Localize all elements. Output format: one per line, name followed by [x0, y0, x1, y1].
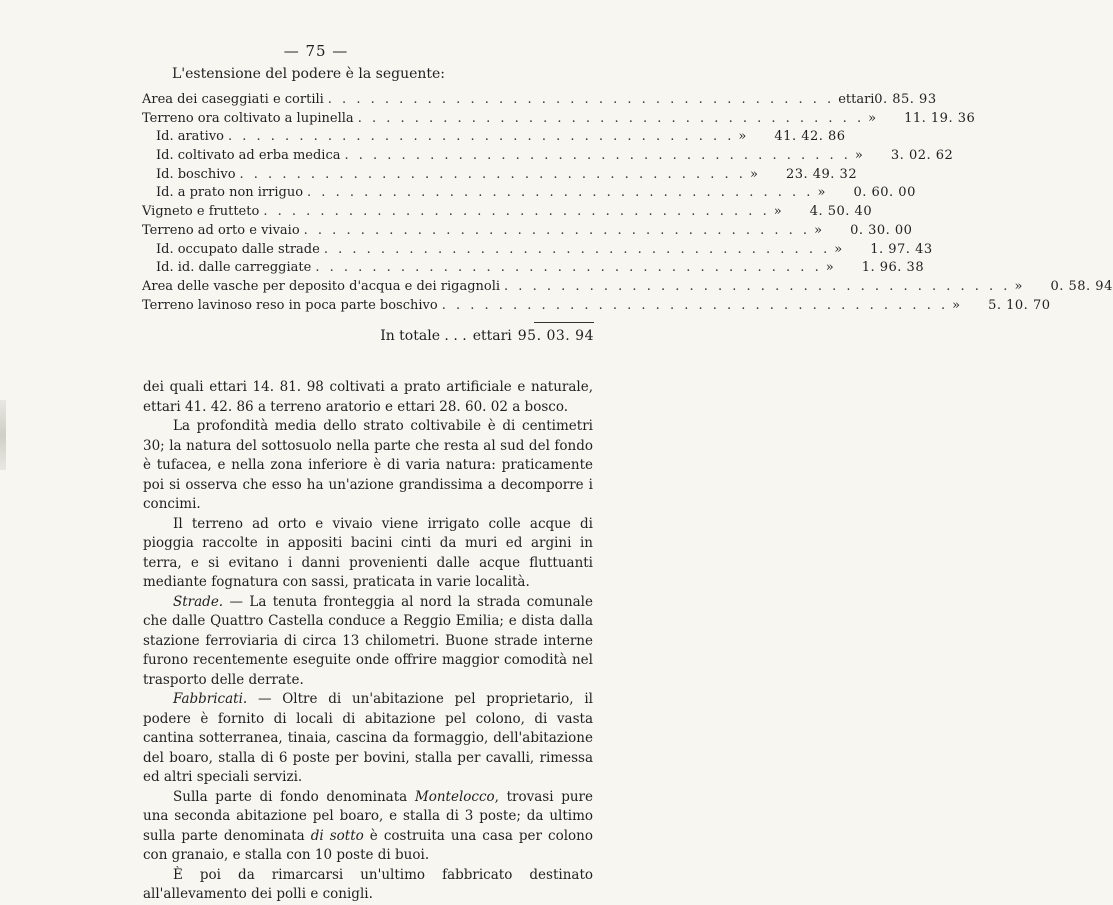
- buildings-text: — Oltre di un'abitazione pel proprietario, il podere è fornito di locali di abitazione pel colono, di vasta cantina sotterranea, tinaia, cascina da formaggio, dell'abitazione del boaro, stalla di 6 poste per bovini, stalla per cavalli, rimessa ed altri speciali servizi.: [143, 691, 593, 785]
- table-row: [142, 241, 933, 261]
- row-leader-dots: . . . . . . . . . . . . . . . . . . . . . . . . . . . . . . . . . . . .: [504, 278, 1011, 294]
- row-leader-dots: . . . . . . . . . . . . . . . . . . . . . . . . . . . . . . . . . . . .: [228, 129, 735, 145]
- paragraph-hectares: dei quali ettari 14. 81. 98 coltivati a prato artificiale e naturale, ettari 41. 42. 86 a terreno aratorio e ettari 28. 60. 02 a bosco.: [143, 379, 593, 415]
- paragraph-montelocco: [143, 788, 593, 866]
- row-leader-dots: . . . . . . . . . . . . . . . . . . . . . . . . . . . . . . . . . . . .: [344, 148, 851, 164]
- row-label: Area dei caseggiati e cortili: [142, 92, 324, 107]
- row-value: 3. 02. 62: [890, 148, 954, 164]
- montelocco-text-a: Sulla parte di fondo denominata: [173, 788, 415, 805]
- row-value: 0. 58. 94: [1050, 278, 1113, 294]
- row-leader-dots: . . . . . . . . . . . . . . . . . . . . . . . . . . . . . . . . . . . .: [327, 92, 835, 107]
- table-row: [142, 204, 873, 223]
- row-label: Id. boschivo: [156, 166, 236, 182]
- row-unit: »: [952, 297, 961, 313]
- row-leader-dots: . . . . . . . . . . . . . . . . . . . . . . . . . . . . . . . . . . . .: [303, 222, 811, 238]
- page-number: — 75 —: [283, 42, 349, 60]
- montelocco-name: Montelocco: [414, 788, 495, 805]
- row-unit: »: [834, 241, 843, 257]
- row-label: Terreno lavinoso reso in poca parte boschivo: [142, 297, 438, 313]
- row-unit: »: [814, 222, 823, 238]
- row-label: Id. id. dalle carreggiate: [156, 260, 312, 276]
- table-row: [142, 278, 1113, 298]
- row-value: 4. 50. 40: [809, 204, 873, 220]
- total-rule: [534, 322, 594, 323]
- table-row: [142, 129, 846, 148]
- row-leader-dots: . . . . . . . . . . . . . . . . . . . . . . . . . . . . . . . . . . . .: [357, 110, 865, 126]
- row-leader-dots: . . . . . . . . . . . . . . . . . . . . . . . . . . . . . . . . . . . .: [263, 204, 770, 220]
- row-value: 1. 97. 43: [870, 241, 933, 257]
- table-row: [142, 297, 1051, 317]
- di-sotto-name: di sotto: [310, 827, 364, 844]
- row-value: 23. 49. 32: [785, 166, 858, 182]
- row-value: 11. 19. 36: [904, 110, 976, 126]
- table-row: [142, 92, 937, 111]
- table-row: [142, 222, 913, 242]
- montelocco-text-e: è costruita una casa per colono con granaio, e stalla con 10 poste di buoi.: [143, 827, 593, 863]
- table-row: [142, 260, 925, 279]
- total-unit: ettari: [472, 328, 512, 344]
- row-label: Area delle vasche per deposito d'acqua e dei rigagnoli: [142, 278, 501, 294]
- row-value: 0. 30. 00: [850, 222, 913, 238]
- paragraph-poultry: È poi da rimarcarsi un'ultimo fabbricato destinato all'allevamento dei polli e conigli.: [143, 866, 593, 902]
- row-value: 0. 85. 93: [874, 92, 937, 107]
- row-unit: »: [1014, 278, 1023, 294]
- row-label: Terreno ora coltivato a lupinella: [142, 110, 354, 126]
- row-unit: »: [817, 185, 826, 201]
- table-row: [142, 166, 858, 186]
- scan-edge-artifact: [0, 400, 6, 470]
- total-value: 95. 03. 94: [517, 328, 594, 344]
- row-label: Vigneto e frutteto: [142, 204, 260, 220]
- row-label: Id. arativo: [156, 129, 224, 145]
- row-unit: »: [868, 110, 877, 126]
- row-unit: ettari: [838, 92, 875, 107]
- row-unit: »: [825, 260, 834, 276]
- paragraph-irrigation: Il terreno ad orto e vivaio viene irrigato colle acque di pioggia raccolte in appositi bacini cinti da muri ed argini in terra, e si evitano i danni provenienti dalle acque fluttuanti mediante fognatura con sassi, praticata in varie località.: [143, 515, 593, 590]
- row-label: Terreno ad orto e vivaio: [142, 222, 300, 238]
- roads-text: — La tenuta fronteggia al nord la strada comunale che dalle Quattro Castella conduce a Reggio Emilia; e dista dalla stazione ferroviaria di circa 13 chilometri. Buone strade interne furono recentemente eseguite onde offrire maggior comodità nel trasporto delle derrate.: [143, 593, 593, 688]
- montelocco-text-c: , trovasi pure una seconda abitazione pel boaro, e stalla di 3 poste; da ultimo sulla parte denominata: [143, 788, 593, 844]
- paragraph-roads: [143, 593, 593, 691]
- buildings-heading: Fabbricati.: [173, 691, 248, 707]
- row-unit: »: [738, 129, 747, 145]
- land-area-table: [142, 92, 1113, 316]
- row-label: Id. occupato dalle strade: [156, 241, 320, 257]
- row-leader-dots: . . . . . . . . . . . . . . . . . . . . . . . . . . . . . . . . . . . .: [441, 297, 949, 313]
- row-leader-dots: . . . . . . . . . . . . . . . . . . . . . . . . . . . . . . . . . . . .: [307, 185, 814, 201]
- paragraph-soil-depth: La profondità media dello strato coltivabile è di centimetri 30; la natura del sottosuolo nella parte che resta al sud del fondo è tufacea, e nella zona inferiore è di varia natura: praticamente poi si osserva che esso ha un'azione grandissima a decomporre i concimi.: [143, 418, 593, 512]
- row-value: 5. 10. 70: [988, 297, 1051, 313]
- row-value: 41. 42. 86: [774, 129, 846, 145]
- row-label: Id. a prato non irriguo: [156, 185, 304, 201]
- intro-line: L'estensione del podere è la seguente:: [172, 66, 446, 82]
- row-leader-dots: . . . . . . . . . . . . . . . . . . . . . . . . . . . . . . . . . . . .: [323, 241, 831, 257]
- roads-heading: Strade.: [173, 593, 224, 610]
- table-row: [142, 110, 976, 130]
- row-unit: »: [854, 148, 863, 164]
- row-leader-dots: . . . . . . . . . . . . . . . . . . . . . . . . . . . . . . . . . . . .: [239, 166, 746, 182]
- total-label: In totale . . .: [380, 328, 467, 344]
- row-value: 1. 96. 38: [861, 260, 925, 276]
- table-row: [142, 148, 954, 167]
- table-row: [142, 185, 916, 204]
- paragraph-buildings: [143, 690, 593, 788]
- row-label: Id. coltivato ad erba medica: [156, 148, 341, 164]
- row-unit: »: [773, 204, 782, 220]
- total-row: [142, 328, 594, 344]
- row-unit: »: [749, 166, 758, 182]
- row-leader-dots: . . . . . . . . . . . . . . . . . . . . . . . . . . . . . . . . . . . .: [315, 260, 822, 276]
- body-text: [143, 378, 593, 905]
- row-value: 0. 60. 00: [853, 185, 916, 201]
